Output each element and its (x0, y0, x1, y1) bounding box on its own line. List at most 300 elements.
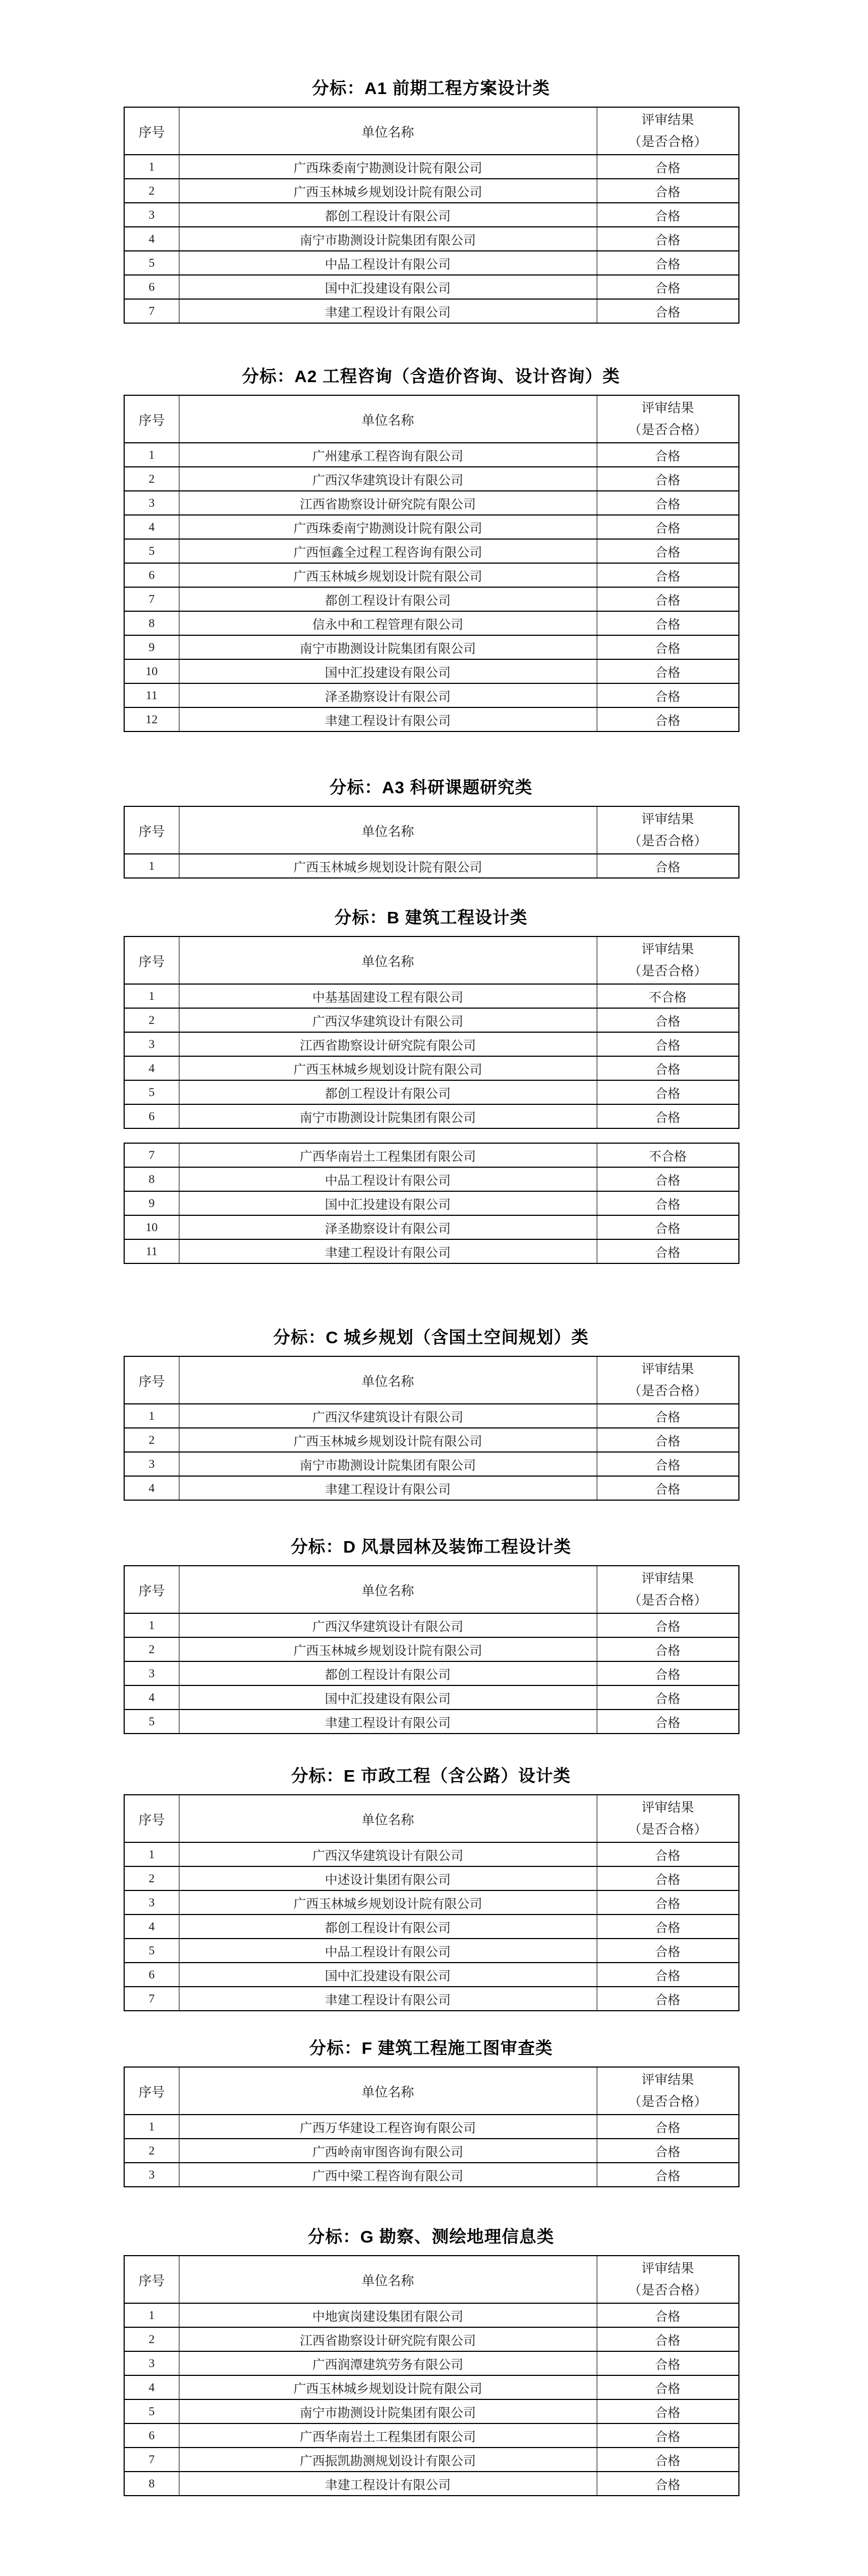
company-name-cell: 聿建工程设计有限公司 (179, 1239, 597, 1263)
review-result-cell: 合格 (597, 1104, 739, 1128)
company-name-cell: 中基基固建设工程有限公司 (179, 984, 597, 1008)
serial-number-cell: 5 (124, 1080, 179, 1104)
review-result-cell: 合格 (597, 1167, 739, 1191)
table-body (124, 1613, 739, 1734)
header-serial-number: 序号 (124, 395, 179, 443)
review-result-cell: 合格 (597, 203, 739, 227)
section-title: 分标：F 建筑工程施工图审查类 (309, 2039, 553, 2058)
table-row (124, 1452, 739, 1476)
review-result-table (124, 1794, 739, 2011)
review-result-table (124, 1143, 739, 1264)
review-result-table (124, 2066, 739, 2187)
company-name-cell: 广西华南岩土工程集团有限公司 (179, 1143, 597, 1167)
table-row (124, 1476, 739, 1500)
review-result-cell: 合格 (597, 227, 739, 251)
table-row (124, 1915, 739, 1939)
header-company-name: 单位名称 (179, 1795, 597, 1842)
table-row (124, 2139, 739, 2163)
serial-number-cell: 2 (124, 1637, 179, 1661)
table-header (124, 107, 739, 155)
review-result-cell: 合格 (597, 467, 739, 491)
header-review-result (597, 2256, 739, 2303)
header-serial-number: 序号 (124, 806, 179, 854)
table-row (124, 2375, 739, 2399)
bid-section (124, 2036, 738, 2187)
table-row (124, 251, 739, 275)
table-row (124, 1842, 739, 1866)
bid-section (124, 1535, 738, 1734)
serial-number-cell: 5 (124, 2399, 179, 2423)
bid-section (124, 2225, 738, 2496)
table-row (124, 1709, 739, 1734)
review-result-cell: 合格 (597, 683, 739, 707)
table-row (124, 179, 739, 203)
table-row (124, 1167, 739, 1191)
table-header-row (124, 806, 739, 854)
review-result-cell: 合格 (597, 155, 739, 179)
serial-number-cell: 1 (124, 1404, 179, 1428)
table-row (124, 659, 739, 683)
serial-number-cell: 3 (124, 1032, 179, 1056)
header-review-result (597, 2067, 739, 2115)
review-result-table (124, 806, 739, 879)
review-result-cell: 合格 (597, 1215, 739, 1239)
review-result-cell: 合格 (597, 299, 739, 323)
review-result-cell: 合格 (597, 443, 739, 467)
review-result-cell: 合格 (597, 1939, 739, 1963)
serial-number-cell: 1 (124, 1613, 179, 1637)
serial-number-cell: 1 (124, 155, 179, 179)
review-result-cell: 合格 (597, 2163, 739, 2187)
section-title: 分标：A3 科研课题研究类 (329, 778, 533, 797)
serial-number-cell: 5 (124, 251, 179, 275)
table-row (124, 611, 739, 635)
table-header-row (124, 1566, 739, 1613)
serial-number-cell: 2 (124, 2327, 179, 2351)
table-body (124, 2303, 739, 2496)
header-review-result-line1: 评审结果 (641, 2072, 694, 2087)
company-name-cell: 中品工程设计有限公司 (179, 1167, 597, 1191)
table-row (124, 1613, 739, 1637)
serial-number-cell: 4 (124, 1056, 179, 1080)
company-name-cell: 广西汉华建筑设计有限公司 (179, 1842, 597, 1866)
serial-number-cell: 4 (124, 227, 179, 251)
serial-number-cell: 7 (124, 587, 179, 611)
serial-number-cell: 8 (124, 1167, 179, 1191)
table-header (124, 395, 739, 443)
table-row (124, 635, 739, 659)
review-result-cell: 合格 (597, 1613, 739, 1637)
table-row (124, 1866, 739, 1890)
company-name-cell: 都创工程设计有限公司 (179, 203, 597, 227)
company-name-cell: 广西玉林城乡规划设计院有限公司 (179, 1890, 597, 1915)
serial-number-cell: 2 (124, 2139, 179, 2163)
header-review-result-line1: 评审结果 (641, 113, 694, 127)
section-title: 分标：B 建筑工程设计类 (334, 908, 528, 927)
review-result-cell: 合格 (597, 1008, 739, 1032)
company-name-cell: 南宁市勘测设计院集团有限公司 (179, 227, 597, 251)
serial-number-cell: 1 (124, 443, 179, 467)
review-result-cell: 合格 (597, 635, 739, 659)
header-review-result (597, 1566, 739, 1613)
table-body (124, 155, 739, 323)
serial-number-cell: 5 (124, 539, 179, 563)
review-result-table (124, 1565, 739, 1734)
table-header-row (124, 936, 739, 984)
company-name-cell: 国中汇投建设有限公司 (179, 1685, 597, 1709)
review-result-cell: 合格 (597, 1963, 739, 1987)
header-company-name: 单位名称 (179, 806, 597, 854)
section-title: 分标：A1 前期工程方案设计类 (312, 79, 550, 98)
header-review-result-line2: （是否合格） (628, 2094, 707, 2109)
review-result-cell: 合格 (597, 1661, 739, 1685)
company-name-cell: 泽圣勘察设计有限公司 (179, 1215, 597, 1239)
review-result-cell: 合格 (597, 1890, 739, 1915)
header-serial-number: 序号 (124, 1356, 179, 1404)
serial-number-cell: 7 (124, 1987, 179, 2011)
serial-number-cell: 6 (124, 563, 179, 587)
table-header (124, 2256, 739, 2303)
company-name-cell: 都创工程设计有限公司 (179, 1661, 597, 1685)
table-header (124, 1566, 739, 1613)
table-row (124, 1056, 739, 1080)
table-row (124, 227, 739, 251)
company-name-cell: 广西岭南审图咨询有限公司 (179, 2139, 597, 2163)
table-header-row (124, 2256, 739, 2303)
table-header-row (124, 1795, 739, 1842)
table-row (124, 1428, 739, 1452)
header-review-result-line1: 评审结果 (641, 401, 694, 415)
table-row (124, 299, 739, 323)
table-row (124, 984, 739, 1008)
review-result-cell: 合格 (597, 251, 739, 275)
table-body (124, 1143, 739, 1263)
header-review-result-line1: 评审结果 (641, 2261, 694, 2276)
company-name-cell: 聿建工程设计有限公司 (179, 2472, 597, 2496)
review-result-cell: 合格 (597, 2448, 739, 2472)
company-name-cell: 广西玉林城乡规划设计院有限公司 (179, 854, 597, 878)
table-row (124, 1890, 739, 1915)
serial-number-cell: 11 (124, 1239, 179, 1263)
serial-number-cell: 3 (124, 2351, 179, 2375)
serial-number-cell: 6 (124, 275, 179, 299)
serial-number-cell: 2 (124, 1866, 179, 1890)
review-result-cell: 合格 (597, 2399, 739, 2423)
serial-number-cell: 4 (124, 2375, 179, 2399)
header-review-result-line2: （是否合格） (628, 834, 707, 848)
serial-number-cell: 3 (124, 1890, 179, 1915)
review-result-cell: 合格 (597, 707, 739, 731)
bid-section (124, 1143, 738, 1264)
serial-number-cell: 7 (124, 299, 179, 323)
serial-number-cell: 9 (124, 1191, 179, 1215)
serial-number-cell: 2 (124, 179, 179, 203)
company-name-cell: 都创工程设计有限公司 (179, 1915, 597, 1939)
company-name-cell: 广西玉林城乡规划设计院有限公司 (179, 1637, 597, 1661)
review-result-cell: 合格 (597, 491, 739, 515)
table-row (124, 2303, 739, 2327)
header-company-name: 单位名称 (179, 2067, 597, 2115)
review-result-cell: 合格 (597, 1866, 739, 1890)
table-row (124, 1685, 739, 1709)
review-result-cell: 合格 (597, 2423, 739, 2448)
section-title: 分标：E 市政工程（含公路）设计类 (291, 1766, 571, 1785)
bid-section (124, 365, 738, 732)
table-row (124, 467, 739, 491)
table-header-row (124, 1356, 739, 1404)
company-name-cell: 中品工程设计有限公司 (179, 1939, 597, 1963)
review-result-cell: 合格 (597, 2327, 739, 2351)
table-header-row (124, 107, 739, 155)
table-row (124, 587, 739, 611)
review-result-cell: 合格 (597, 1637, 739, 1661)
header-review-result-line2: （是否合格） (628, 1384, 707, 1398)
header-review-result-line2: （是否合格） (628, 423, 707, 437)
serial-number-cell: 2 (124, 467, 179, 491)
company-name-cell: 聿建工程设计有限公司 (179, 707, 597, 731)
table-row (124, 1963, 739, 1987)
table-row (124, 2351, 739, 2375)
company-name-cell: 南宁市勘测设计院集团有限公司 (179, 635, 597, 659)
section-title: 分标：G 勘察、测绘地理信息类 (307, 2227, 555, 2246)
company-name-cell: 广西玉林城乡规划设计院有限公司 (179, 1428, 597, 1452)
table-body (124, 1404, 739, 1500)
table-row (124, 1939, 739, 1963)
serial-number-cell: 7 (124, 1143, 179, 1167)
serial-number-cell: 6 (124, 1963, 179, 1987)
review-result-cell: 合格 (597, 1987, 739, 2011)
review-result-cell: 合格 (597, 1056, 739, 1080)
company-name-cell: 聿建工程设计有限公司 (179, 1476, 597, 1500)
company-name-cell: 广西珠委南宁勘测设计院有限公司 (179, 515, 597, 539)
table-row (124, 1008, 739, 1032)
company-name-cell: 广西汉华建筑设计有限公司 (179, 467, 597, 491)
company-name-cell: 江西省勘察设计研究院有限公司 (179, 1032, 597, 1056)
table-row (124, 854, 739, 878)
serial-number-cell: 1 (124, 1842, 179, 1866)
header-review-result-line1: 评审结果 (641, 812, 694, 827)
table-row (124, 1080, 739, 1104)
serial-number-cell: 10 (124, 1215, 179, 1239)
header-review-result (597, 1795, 739, 1842)
company-name-cell: 国中汇投建设有限公司 (179, 659, 597, 683)
company-name-cell: 广西汉华建筑设计有限公司 (179, 1613, 597, 1637)
company-name-cell: 南宁市勘测设计院集团有限公司 (179, 2399, 597, 2423)
table-body (124, 984, 739, 1128)
serial-number-cell: 4 (124, 1476, 179, 1500)
serial-number-cell: 2 (124, 1428, 179, 1452)
company-name-cell: 广西润潭建筑劳务有限公司 (179, 2351, 597, 2375)
serial-number-cell: 3 (124, 1661, 179, 1685)
header-company-name: 单位名称 (179, 107, 597, 155)
company-name-cell: 广西恒鑫全过程工程咨询有限公司 (179, 539, 597, 563)
review-result-table (124, 936, 739, 1129)
header-company-name: 单位名称 (179, 1356, 597, 1404)
serial-number-cell: 3 (124, 203, 179, 227)
serial-number-cell: 2 (124, 1008, 179, 1032)
company-name-cell: 广西万华建设工程咨询有限公司 (179, 2115, 597, 2139)
company-name-cell: 都创工程设计有限公司 (179, 587, 597, 611)
header-review-result (597, 395, 739, 443)
bid-review-document (124, 77, 738, 2496)
header-review-result-line1: 评审结果 (641, 1800, 694, 1815)
serial-number-cell: 7 (124, 2448, 179, 2472)
table-row (124, 1661, 739, 1685)
header-review-result-line2: （是否合格） (628, 1822, 707, 1837)
review-result-cell: 合格 (597, 2375, 739, 2399)
table-row (124, 683, 739, 707)
serial-number-cell: 5 (124, 1709, 179, 1734)
review-result-cell: 合格 (597, 2303, 739, 2327)
company-name-cell: 广西汉华建筑设计有限公司 (179, 1404, 597, 1428)
company-name-cell: 江西省勘察设计研究院有限公司 (179, 491, 597, 515)
table-header (124, 806, 739, 854)
company-name-cell: 都创工程设计有限公司 (179, 1080, 597, 1104)
review-result-cell: 合格 (597, 854, 739, 878)
serial-number-cell: 12 (124, 707, 179, 731)
header-review-result (597, 806, 739, 854)
serial-number-cell: 9 (124, 635, 179, 659)
company-name-cell: 广西振凯勘测规划设计有限公司 (179, 2448, 597, 2472)
review-result-cell: 合格 (597, 1915, 739, 1939)
review-result-cell: 合格 (597, 2115, 739, 2139)
table-header (124, 1795, 739, 1842)
header-review-result-line1: 评审结果 (641, 1362, 694, 1377)
table-row (124, 155, 739, 179)
company-name-cell: 信永中和工程管理有限公司 (179, 611, 597, 635)
table-row (124, 1404, 739, 1428)
review-result-table (124, 395, 739, 732)
serial-number-cell: 10 (124, 659, 179, 683)
serial-number-cell: 6 (124, 2423, 179, 2448)
header-serial-number: 序号 (124, 107, 179, 155)
serial-number-cell: 8 (124, 611, 179, 635)
table-row (124, 1191, 739, 1215)
company-name-cell: 国中汇投建设有限公司 (179, 1963, 597, 1987)
company-name-cell: 国中汇投建设有限公司 (179, 1191, 597, 1215)
header-company-name: 单位名称 (179, 1566, 597, 1613)
company-name-cell: 广西玉林城乡规划设计院有限公司 (179, 1056, 597, 1080)
table-row (124, 1032, 739, 1056)
review-result-cell: 合格 (597, 2472, 739, 2496)
review-result-table (124, 2255, 739, 2496)
serial-number-cell: 1 (124, 854, 179, 878)
serial-number-cell: 4 (124, 1915, 179, 1939)
table-header (124, 936, 739, 984)
company-name-cell: 聿建工程设计有限公司 (179, 299, 597, 323)
review-result-cell: 不合格 (597, 1143, 739, 1167)
header-review-result (597, 936, 739, 984)
company-name-cell: 广西华南岩土工程集团有限公司 (179, 2423, 597, 2448)
header-company-name: 单位名称 (179, 2256, 597, 2303)
table-row (124, 275, 739, 299)
review-result-cell: 合格 (597, 1709, 739, 1734)
table-row (124, 1215, 739, 1239)
bid-section (124, 77, 738, 324)
table-row (124, 1239, 739, 1263)
review-result-cell: 合格 (597, 1685, 739, 1709)
serial-number-cell: 4 (124, 515, 179, 539)
bid-section (124, 906, 738, 1129)
table-header-row (124, 395, 739, 443)
company-name-cell: 国中汇投建设有限公司 (179, 275, 597, 299)
table-body (124, 1842, 739, 2011)
serial-number-cell: 3 (124, 1452, 179, 1476)
table-row (124, 2115, 739, 2139)
company-name-cell: 中品工程设计有限公司 (179, 251, 597, 275)
bid-section (124, 1764, 738, 2011)
review-result-cell: 不合格 (597, 984, 739, 1008)
review-result-cell: 合格 (597, 179, 739, 203)
section-title: 分标：A2 工程咨询（含造价咨询、设计咨询）类 (242, 367, 620, 386)
header-review-result (597, 1356, 739, 1404)
company-name-cell: 广州建承工程咨询有限公司 (179, 443, 597, 467)
company-name-cell: 江西省勘察设计研究院有限公司 (179, 2327, 597, 2351)
review-result-cell: 合格 (597, 1080, 739, 1104)
company-name-cell: 广西中梁工程咨询有限公司 (179, 2163, 597, 2187)
header-review-result (597, 107, 739, 155)
table-row (124, 515, 739, 539)
serial-number-cell: 1 (124, 984, 179, 1008)
table-row (124, 443, 739, 467)
serial-number-cell: 5 (124, 1939, 179, 1963)
review-result-cell: 合格 (597, 1842, 739, 1866)
table-header-row (124, 2067, 739, 2115)
table-row (124, 1143, 739, 1167)
serial-number-cell: 8 (124, 2472, 179, 2496)
table-row (124, 2399, 739, 2423)
table-body (124, 854, 739, 878)
company-name-cell: 泽圣勘察设计有限公司 (179, 683, 597, 707)
header-review-result-line2: （是否合格） (628, 1593, 707, 1608)
serial-number-cell: 3 (124, 2163, 179, 2187)
table-row (124, 1637, 739, 1661)
header-company-name: 单位名称 (179, 395, 597, 443)
header-serial-number: 序号 (124, 2256, 179, 2303)
header-company-name: 单位名称 (179, 936, 597, 984)
review-result-cell: 合格 (597, 1452, 739, 1476)
table-header (124, 2067, 739, 2115)
table-row (124, 2472, 739, 2496)
serial-number-cell: 3 (124, 491, 179, 515)
table-row (124, 707, 739, 731)
review-result-cell: 合格 (597, 1476, 739, 1500)
header-review-result-line2: （是否合格） (628, 134, 707, 149)
header-serial-number: 序号 (124, 1795, 179, 1842)
review-result-cell: 合格 (597, 659, 739, 683)
company-name-cell: 广西汉华建筑设计有限公司 (179, 1008, 597, 1032)
section-title: 分标：D 风景园林及装饰工程设计类 (290, 1537, 572, 1556)
bid-section (124, 776, 738, 879)
serial-number-cell: 11 (124, 683, 179, 707)
company-name-cell: 广西珠委南宁勘测设计院有限公司 (179, 155, 597, 179)
review-result-cell: 合格 (597, 1404, 739, 1428)
section-title: 分标：C 城乡规划（含国土空间规划）类 (273, 1328, 589, 1347)
company-name-cell: 中地寅岗建设集团有限公司 (179, 2303, 597, 2327)
review-result-table (124, 1356, 739, 1501)
header-serial-number: 序号 (124, 2067, 179, 2115)
header-review-result-line2: （是否合格） (628, 2283, 707, 2298)
table-body (124, 2115, 739, 2187)
table-body (124, 443, 739, 731)
review-result-cell: 合格 (597, 539, 739, 563)
serial-number-cell: 6 (124, 1104, 179, 1128)
company-name-cell: 广西玉林城乡规划设计院有限公司 (179, 2375, 597, 2399)
review-result-cell: 合格 (597, 2139, 739, 2163)
table-row (124, 491, 739, 515)
serial-number-cell: 1 (124, 2303, 179, 2327)
company-name-cell: 聿建工程设计有限公司 (179, 1987, 597, 2011)
